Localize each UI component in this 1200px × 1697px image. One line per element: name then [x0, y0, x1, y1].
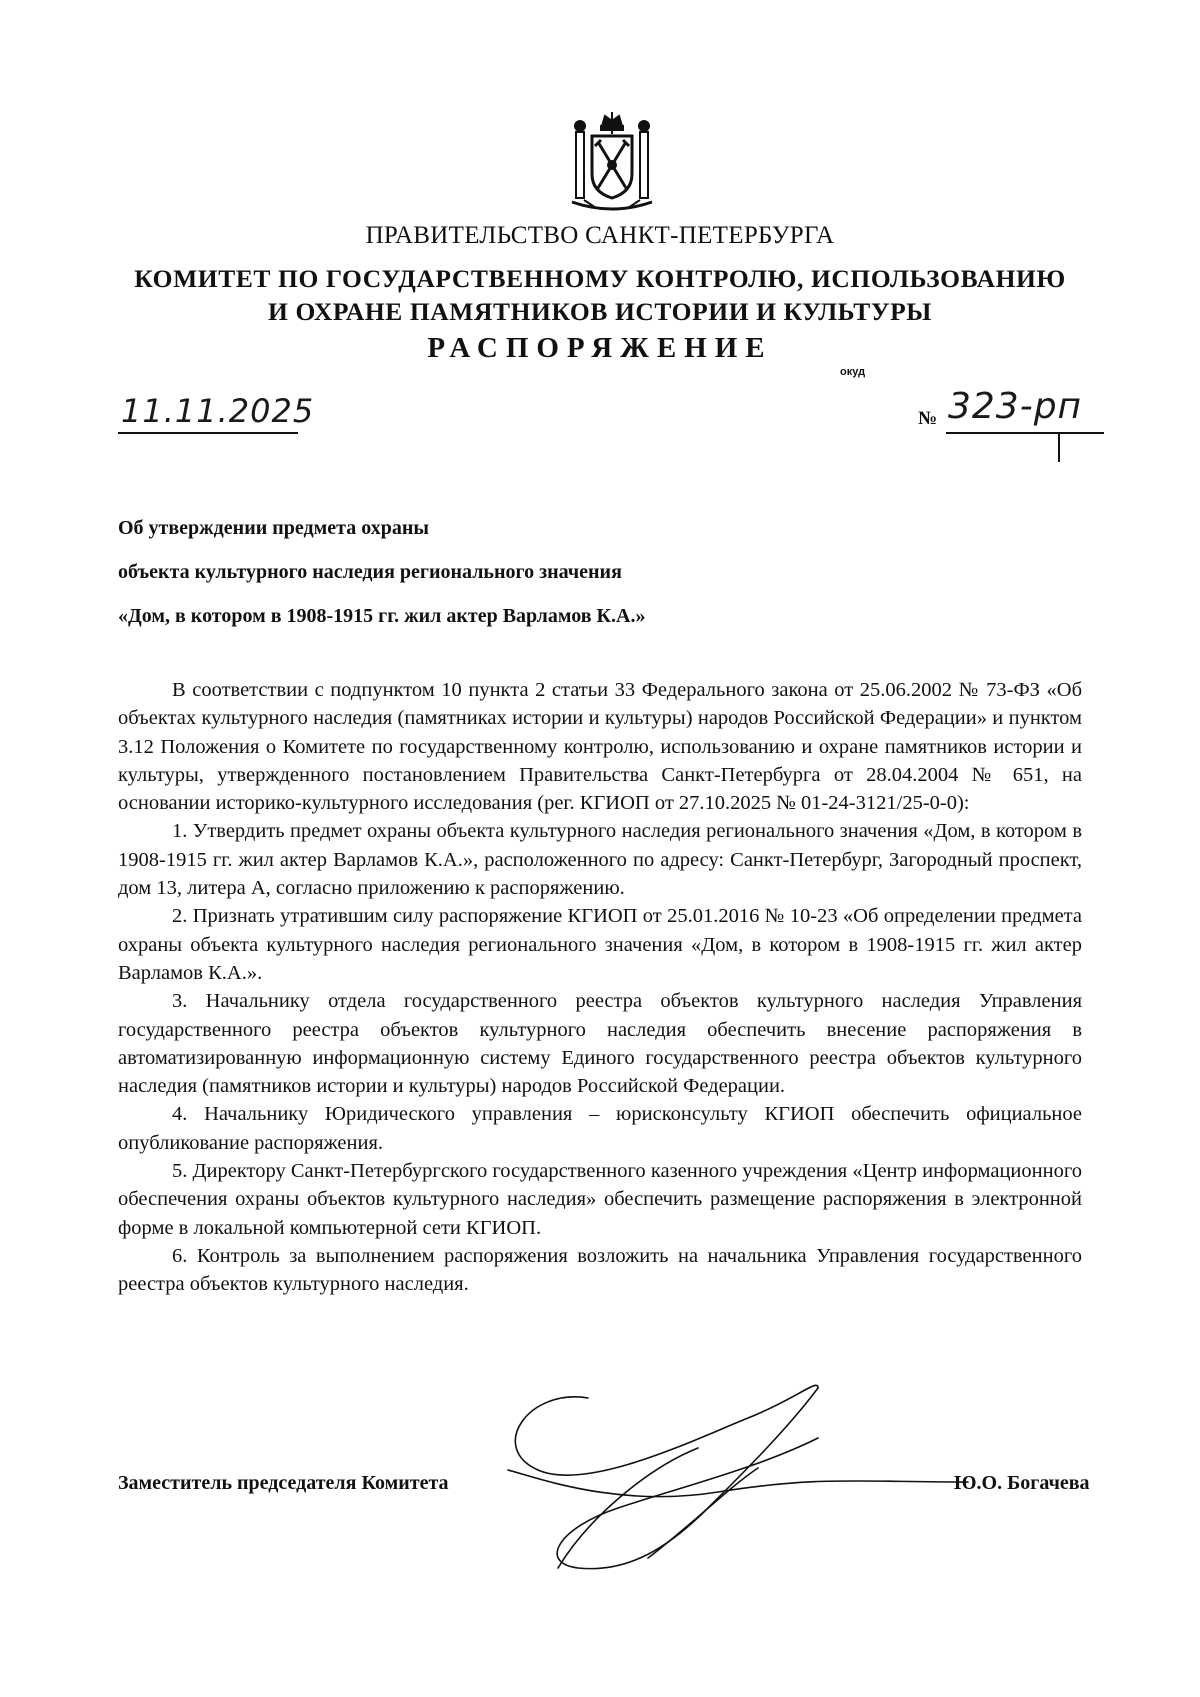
subject-line2: объекта культурного наследия регионального значения — [118, 561, 622, 583]
order-item-2: 2. Признать утратившим силу распоряжение КГИОП от 25.01.2016 № 10-23 «Об определении предмета охраны объекта культурного наследия регионального значения «Дом, в котором в 1908-1915 гг. жил актер Варламов К.А.». — [118, 905, 1082, 984]
order-item-3: 3. Начальнику отдела государственного реестра объектов культурного наследия Управления государственного реестра объектов культурного наследия обеспечить внесение распоряжения в автоматизированную информационную систему Единого государственного реестра объектов культурного наследия (памятников истории и культуры) народов Российской Федерации. — [118, 990, 1082, 1098]
subject-line3: «Дом, в котором в 1908-1915 гг. жил актер Варламов К.А.» — [118, 605, 646, 627]
number-sign: № — [918, 408, 938, 429]
order-item-6: 6. Контроль за выполнением распоряжения возложить на начальника Управления государственного реестра объектов культурного наследия. — [118, 1244, 1082, 1296]
signer-title: Заместитель председателя Комитета — [118, 1472, 449, 1494]
committee-name — [0, 262, 1200, 328]
committee-name-line1: КОМИТЕТ ПО ГОСУДАРСТВЕННОМУ КОНТРОЛЮ, ИСПОЛЬЗОВАНИЮ — [134, 264, 1066, 293]
document-number: 323-рп — [948, 386, 1083, 427]
government-name: ПРАВИТЕЛЬСТВО САНКТ-ПЕТЕРБУРГА — [365, 222, 835, 249]
document-date: 11.11.2025 — [121, 392, 315, 430]
handwritten-signature — [498, 1358, 978, 1598]
document-type-title: РАСПОРЯЖЕНИЕ — [427, 332, 773, 364]
number-underline — [946, 432, 1104, 434]
coat-of-arms-emblem — [568, 112, 656, 216]
order-item-1: 1. Утвердить предмет охраны объекта культурного наследия регионального значения «Дом, в котором в 1908-1915 гг. жил актер Варламов К.А.», расположенного по адресу: Санкт-Петербург, Загородный проспект, дом 13, литера А, согласно приложению к распоряжению. — [118, 820, 1082, 900]
order-item-5: 5. Директору Санкт-Петербургского государственного казенного учреждения «Центр информационного обеспечения охраны объектов культурного наследия» обеспечить размещение распоряжения в электронной форме в локальной компьютерной сети КГИОП. — [118, 1160, 1082, 1239]
order-item-4: 4. Начальнику Юридического управления – юрисконсульту КГИОП обеспечить официальное опубликование распоряжения. — [118, 1103, 1082, 1154]
preamble-paragraph: В соответствии с подпунктом 10 пункта 2 статьи 33 Федерального закона от 25.06.2002 № 73-ФЗ «Об объектах культурного наследия (памятниках истории и культуры) народов Российской Федерации» и пунктом 3.12 Положения о Комитете по государственному контролю, использованию и охране памятников истории и культуры, утвержденного постановлением Правительства Санкт-Петербурга от 28.04.2004 № 651, на основании историко-культурного исследования (рег. КГИОП от 27.10.2025 № 01-24-3121/25-0-0): — [118, 679, 1082, 815]
committee-name-line2: И ОХРАНЕ ПАМЯТНИКОВ ИСТОРИИ И КУЛЬТУРЫ — [268, 297, 932, 326]
subject-line1: Об утверждении предмета охраны — [118, 517, 429, 539]
number-underline-tick — [1058, 432, 1060, 462]
document-body — [118, 676, 1082, 1299]
signer-name: Ю.О. Богачева — [954, 1472, 1090, 1494]
document-subject — [118, 506, 818, 638]
date-underline — [118, 432, 298, 434]
okud-label: окуд — [840, 366, 866, 378]
